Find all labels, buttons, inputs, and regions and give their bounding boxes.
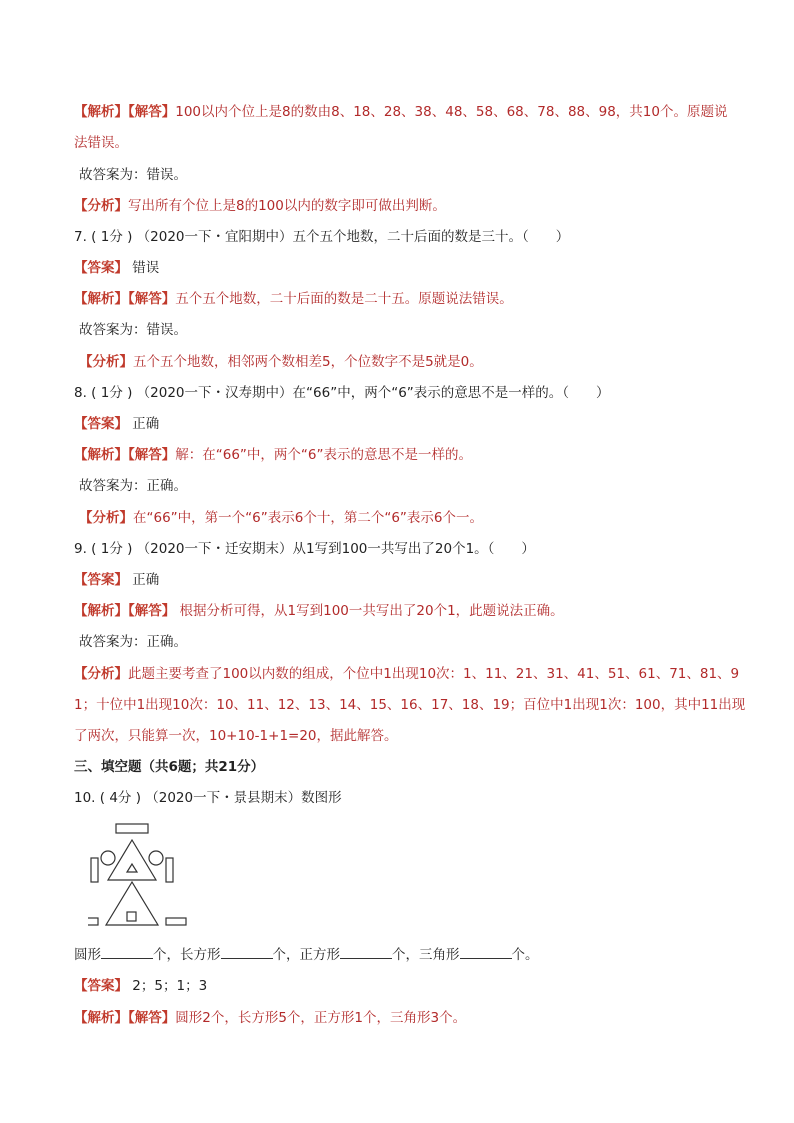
q10-daan: 2；5；1；3	[132, 978, 208, 994]
q7-answer-text: 故答案为：错误。	[79, 322, 187, 338]
q9-fenxi-text3: 了两次，只能算一次，10+10-1+1=20，据此解答。	[74, 728, 398, 744]
q6-answer-text: 故答案为：错误。	[79, 167, 187, 183]
figure-top-rectangle	[116, 824, 148, 833]
figure-right-circle	[149, 851, 163, 865]
q7-question	[74, 227, 734, 247]
jiexi-tag: 【解析】	[74, 603, 128, 619]
q6-jiexi-text1: 100以内个位上是8的数由8、18、28、38、48、58、68、78、88、98，共10个。原题说	[175, 104, 728, 120]
q9-question-text: 从1写到100一共写出了20个1。（ ）	[292, 541, 535, 557]
q6-answer-line	[79, 165, 739, 185]
q8-fenxi	[79, 508, 739, 528]
q6-fenxi-text: 写出所有个位上是8的100以内的数字即可做出判断。	[128, 198, 446, 214]
shapes-figure	[88, 822, 198, 932]
q10-prefix: 10. ( 4分 ) （2020一下・景县期末）	[74, 790, 302, 806]
q7-answer-line	[79, 320, 739, 340]
q10-question-text: 数图形	[301, 790, 342, 806]
jiexi-tag: 【解析】	[74, 447, 128, 463]
fill-rect-label: 个，长方形	[153, 947, 221, 963]
section-title	[74, 757, 734, 777]
fenxi-tag: 【分析】	[79, 510, 133, 526]
jiexi-tag: 【解析】	[74, 291, 128, 307]
q9-answer-line	[79, 632, 739, 652]
q6-fenxi-line	[74, 196, 734, 216]
q8-question	[74, 383, 734, 403]
fill-triangle-label: 个，三角形	[392, 947, 460, 963]
q9-fenxi-line3	[74, 726, 734, 746]
q8-jiexi-text: 解：在“66”中，两个“6”表示的意思不是一样的。	[175, 447, 472, 463]
q9-prefix: 9. ( 1分 ) （2020一下・迁安期末）	[74, 541, 293, 557]
blank-rectangle[interactable]	[221, 944, 273, 959]
daan-tag: 【答案】	[74, 572, 128, 588]
q8-answer	[74, 414, 734, 434]
blank-circle[interactable]	[101, 944, 153, 959]
daan-tag: 【答案】	[74, 978, 128, 994]
q10-jiexi-text: 圆形2个，长方形5个，正方形1个，三角形3个。	[175, 1010, 467, 1026]
q6-jiexi-text2: 法错误。	[74, 135, 128, 151]
q7-jiexi-text: 五个五个地数，二十后面的数是二十五。原题说法错误。	[175, 291, 513, 307]
q8-daan: 正确	[132, 416, 160, 432]
figure-bottom-right-rectangle	[166, 918, 186, 925]
jiexi-tag: 【解析】	[74, 104, 128, 120]
figure-bottom-left-rectangle	[88, 918, 98, 925]
fenxi-tag: 【分析】	[74, 198, 128, 214]
blank-square[interactable]	[340, 944, 392, 959]
q9-jiexi	[74, 601, 734, 621]
jieda-tag: 【解答】	[128, 1010, 176, 1026]
daan-tag: 【答案】	[74, 416, 128, 432]
q9-answer	[74, 570, 734, 590]
jieda-tag: 【解答】	[128, 104, 176, 120]
q7-jiexi	[74, 289, 734, 309]
fill-square-label: 个，正方形	[272, 947, 340, 963]
q9-answer-text: 故答案为：正确。	[79, 634, 187, 650]
q9-jiexi-text: 根据分析可得，从1写到100一共写出了20个1，此题说法正确。	[175, 603, 564, 619]
jieda-tag: 【解答】	[128, 291, 176, 307]
q9-fenxi-line1	[74, 664, 740, 684]
q7-prefix: 7. ( 1分 ) （2020一下・宜阳期中）	[74, 229, 293, 245]
q8-jiexi	[74, 445, 734, 465]
q8-fenxi-text: 在“66”中，第一个“6”表示6个十，第二个“6”表示6个一。	[133, 510, 483, 526]
q6-jiexi-line2	[74, 133, 734, 153]
q10-answer	[74, 976, 734, 996]
q9-question	[74, 539, 734, 559]
jieda-tag: 【解答】	[128, 447, 176, 463]
q8-question-text: 在“66”中，两个“6”表示的意思不是一样的。（ ）	[292, 385, 610, 401]
figure-square	[127, 912, 136, 921]
q9-fenxi-line2	[74, 695, 746, 715]
figure-left-side-rectangle	[91, 858, 98, 882]
fenxi-tag: 【分析】	[79, 354, 133, 370]
fenxi-tag: 【分析】	[74, 666, 128, 682]
q9-fenxi-text1: 此题主要考查了100以内数的组成，个位中1出现10次：1、11、21、31、41、51、61、71、81、9	[128, 666, 740, 682]
q8-prefix: 8. ( 1分 ) （2020一下・汉寿期中）	[74, 385, 293, 401]
q10-jiexi	[74, 1008, 734, 1028]
figure-left-circle	[101, 851, 115, 865]
q8-answer-text: 故答案为：正确。	[79, 478, 187, 494]
q10-question	[74, 788, 734, 808]
q7-answer	[74, 258, 734, 278]
q7-fenxi	[79, 352, 739, 372]
jieda-tag: 【解答】	[128, 603, 176, 619]
q7-question-text: 五个五个地数，二十后面的数是三十。（ ）	[292, 229, 570, 245]
q6-jiexi-line1	[74, 102, 734, 122]
blank-triangle[interactable]	[460, 944, 512, 959]
figure-lower-triangle	[106, 882, 158, 925]
q8-answer-line	[79, 476, 739, 496]
q9-fenxi-text2: 1；十位中1出现10次：10、11、12、13、14、15、16、17、18、19；百位中1出现1次：100，其中11出现	[74, 697, 746, 713]
q7-daan: 错误	[132, 260, 160, 276]
figure-right-side-rectangle	[166, 858, 173, 882]
q7-fenxi-text: 五个五个地数，相邻两个数相差5，个位数字不是5就是0。	[133, 354, 483, 370]
fill-end-label: 个。	[511, 947, 539, 963]
jiexi-tag: 【解析】	[74, 1010, 128, 1026]
daan-tag: 【答案】	[74, 260, 128, 276]
q10-fill-line	[74, 944, 734, 965]
section3-title: 三、填空题（共6题；共21分）	[74, 759, 265, 775]
q9-daan: 正确	[132, 572, 160, 588]
fill-circle-label: 圆形	[74, 947, 101, 963]
figure-small-triangle	[127, 864, 137, 872]
